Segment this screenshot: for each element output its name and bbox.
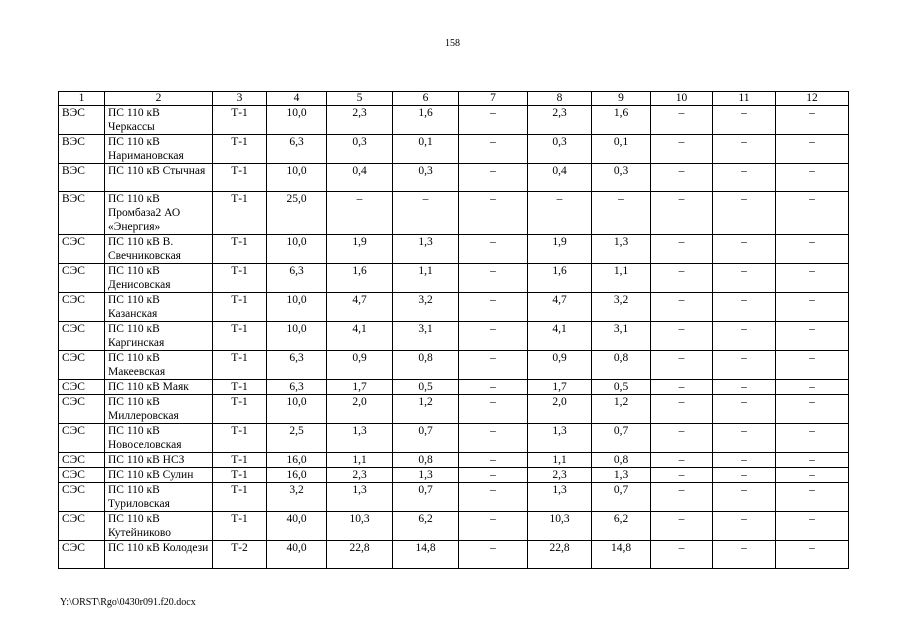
value-cell-4: 6,3	[267, 351, 327, 380]
value-cell-8: 0,3	[528, 135, 592, 164]
value-cell-4: 10,0	[267, 164, 327, 192]
value-cell-10: –	[651, 192, 713, 235]
value-cell-11: –	[713, 293, 776, 322]
name-cell: ПС 110 кВ Колодези	[105, 541, 213, 569]
type-cell: ВЭС	[59, 192, 105, 235]
value-cell-11: –	[713, 164, 776, 192]
name-cell: ПС 110 кВ Стычная	[105, 164, 213, 192]
transformer-cell: Т-2	[213, 541, 267, 569]
value-cell-9: 14,8	[592, 541, 651, 569]
value-cell-5: 0,4	[327, 164, 393, 192]
value-cell-5: 2,3	[327, 106, 393, 135]
table-row	[59, 106, 849, 135]
value-cell-10: –	[651, 453, 713, 468]
value-cell-5: 0,9	[327, 351, 393, 380]
value-cell-7: –	[459, 424, 528, 453]
value-cell-5: 22,8	[327, 541, 393, 569]
table-row	[59, 264, 849, 293]
value-cell-11: –	[713, 453, 776, 468]
table-row	[59, 351, 849, 380]
table-row	[59, 512, 849, 541]
value-cell-8: 4,7	[528, 293, 592, 322]
column-header: 3	[213, 92, 267, 106]
type-cell: СЭС	[59, 483, 105, 512]
value-cell-6: 0,7	[393, 483, 459, 512]
value-cell-6: 14,8	[393, 541, 459, 569]
table-row	[59, 483, 849, 512]
value-cell-4: 40,0	[267, 541, 327, 569]
value-cell-6: 0,8	[393, 351, 459, 380]
value-cell-5: –	[327, 192, 393, 235]
value-cell-11: –	[713, 424, 776, 453]
table-row	[59, 453, 849, 468]
value-cell-7: –	[459, 351, 528, 380]
value-cell-9: 0,8	[592, 351, 651, 380]
column-header: 10	[651, 92, 713, 106]
value-cell-5: 1,7	[327, 380, 393, 395]
value-cell-10: –	[651, 322, 713, 351]
type-cell: СЭС	[59, 541, 105, 569]
type-cell: СЭС	[59, 235, 105, 264]
transformer-cell: Т-1	[213, 512, 267, 541]
value-cell-10: –	[651, 264, 713, 293]
type-cell: СЭС	[59, 453, 105, 468]
name-cell: ПС 110 кВ Кутейниково	[105, 512, 213, 541]
value-cell-11: –	[713, 541, 776, 569]
transformer-cell: Т-1	[213, 106, 267, 135]
header-row	[59, 92, 849, 106]
value-cell-6: 1,2	[393, 395, 459, 424]
name-cell: ПС 110 кВ Миллеровская	[105, 395, 213, 424]
transformer-cell: Т-1	[213, 135, 267, 164]
value-cell-4: 6,3	[267, 264, 327, 293]
value-cell-9: 1,3	[592, 235, 651, 264]
value-cell-8: 0,9	[528, 351, 592, 380]
value-cell-9: 0,7	[592, 424, 651, 453]
column-header: 6	[393, 92, 459, 106]
type-cell: ВЭС	[59, 106, 105, 135]
transformer-cell: Т-1	[213, 235, 267, 264]
value-cell-7: –	[459, 453, 528, 468]
value-cell-4: 2,5	[267, 424, 327, 453]
value-cell-7: –	[459, 512, 528, 541]
value-cell-6: 0,3	[393, 164, 459, 192]
name-cell: ПС 110 кВ Сулин	[105, 468, 213, 483]
name-cell: ПС 110 кВ Макеевская	[105, 351, 213, 380]
transformer-cell: Т-1	[213, 293, 267, 322]
value-cell-12: –	[776, 395, 849, 424]
value-cell-4: 16,0	[267, 468, 327, 483]
value-cell-12: –	[776, 541, 849, 569]
transformer-cell: Т-1	[213, 351, 267, 380]
value-cell-6: 1,3	[393, 235, 459, 264]
value-cell-10: –	[651, 395, 713, 424]
value-cell-8: 1,6	[528, 264, 592, 293]
value-cell-4: 10,0	[267, 293, 327, 322]
value-cell-12: –	[776, 135, 849, 164]
value-cell-12: –	[776, 264, 849, 293]
transformer-cell: Т-1	[213, 264, 267, 293]
value-cell-8: 0,4	[528, 164, 592, 192]
value-cell-7: –	[459, 541, 528, 569]
value-cell-11: –	[713, 483, 776, 512]
value-cell-9: 1,2	[592, 395, 651, 424]
value-cell-5: 4,1	[327, 322, 393, 351]
type-cell: СЭС	[59, 293, 105, 322]
value-cell-7: –	[459, 264, 528, 293]
value-cell-9: 1,1	[592, 264, 651, 293]
value-cell-8: 22,8	[528, 541, 592, 569]
table-row	[59, 395, 849, 424]
column-header: 8	[528, 92, 592, 106]
column-header: 1	[59, 92, 105, 106]
value-cell-9: 6,2	[592, 512, 651, 541]
value-cell-12: –	[776, 483, 849, 512]
value-cell-7: –	[459, 322, 528, 351]
value-cell-9: –	[592, 192, 651, 235]
value-cell-11: –	[713, 235, 776, 264]
value-cell-11: –	[713, 380, 776, 395]
name-cell: ПС 110 кВ Промбаза2 АО «Энергия»	[105, 192, 213, 235]
value-cell-9: 0,7	[592, 483, 651, 512]
value-cell-7: –	[459, 380, 528, 395]
table-row	[59, 164, 849, 192]
value-cell-8: 2,3	[528, 468, 592, 483]
value-cell-4: 40,0	[267, 512, 327, 541]
value-cell-7: –	[459, 106, 528, 135]
transformer-cell: Т-1	[213, 380, 267, 395]
type-cell: СЭС	[59, 424, 105, 453]
value-cell-9: 3,1	[592, 322, 651, 351]
value-cell-5: 2,3	[327, 468, 393, 483]
value-cell-5: 1,3	[327, 424, 393, 453]
name-cell: ПС 110 кВ Туриловская	[105, 483, 213, 512]
value-cell-11: –	[713, 395, 776, 424]
value-cell-12: –	[776, 512, 849, 541]
value-cell-10: –	[651, 468, 713, 483]
value-cell-6: 3,2	[393, 293, 459, 322]
value-cell-5: 0,3	[327, 135, 393, 164]
type-cell: СЭС	[59, 351, 105, 380]
type-cell: СЭС	[59, 395, 105, 424]
value-cell-7: –	[459, 293, 528, 322]
value-cell-4: 10,0	[267, 235, 327, 264]
transformer-cell: Т-1	[213, 468, 267, 483]
transformer-cell: Т-1	[213, 164, 267, 192]
value-cell-6: 1,3	[393, 468, 459, 483]
value-cell-10: –	[651, 512, 713, 541]
value-cell-6: –	[393, 192, 459, 235]
value-cell-5: 1,3	[327, 483, 393, 512]
value-cell-11: –	[713, 264, 776, 293]
value-cell-4: 10,0	[267, 322, 327, 351]
value-cell-7: –	[459, 135, 528, 164]
column-header: 12	[776, 92, 849, 106]
value-cell-11: –	[713, 135, 776, 164]
transformer-cell: Т-1	[213, 192, 267, 235]
value-cell-5: 1,6	[327, 264, 393, 293]
value-cell-8: 4,1	[528, 322, 592, 351]
value-cell-6: 0,8	[393, 453, 459, 468]
value-cell-9: 0,8	[592, 453, 651, 468]
value-cell-7: –	[459, 192, 528, 235]
value-cell-10: –	[651, 106, 713, 135]
transformer-cell: Т-1	[213, 483, 267, 512]
name-cell: ПС 110 кВ В. Свечниковская	[105, 235, 213, 264]
value-cell-8: 1,1	[528, 453, 592, 468]
name-cell: ПС 110 кВ Черкассы	[105, 106, 213, 135]
value-cell-11: –	[713, 322, 776, 351]
value-cell-11: –	[713, 468, 776, 483]
value-cell-7: –	[459, 483, 528, 512]
name-cell: ПС 110 кВ Казанская	[105, 293, 213, 322]
value-cell-12: –	[776, 380, 849, 395]
table-row	[59, 135, 849, 164]
value-cell-10: –	[651, 235, 713, 264]
table-row	[59, 235, 849, 264]
value-cell-5: 1,9	[327, 235, 393, 264]
type-cell: ВЭС	[59, 135, 105, 164]
value-cell-7: –	[459, 395, 528, 424]
column-header: 4	[267, 92, 327, 106]
value-cell-9: 3,2	[592, 293, 651, 322]
data-table	[58, 91, 849, 569]
value-cell-10: –	[651, 541, 713, 569]
name-cell: ПС 110 кВ Маяк	[105, 380, 213, 395]
name-cell: ПС 110 кВ НСЗ	[105, 453, 213, 468]
table-row	[59, 380, 849, 395]
value-cell-11: –	[713, 192, 776, 235]
value-cell-10: –	[651, 380, 713, 395]
type-cell: ВЭС	[59, 164, 105, 192]
value-cell-12: –	[776, 164, 849, 192]
table-row	[59, 192, 849, 235]
type-cell: СЭС	[59, 264, 105, 293]
value-cell-9: 1,6	[592, 106, 651, 135]
value-cell-10: –	[651, 135, 713, 164]
value-cell-5: 2,0	[327, 395, 393, 424]
table-row	[59, 424, 849, 453]
value-cell-7: –	[459, 164, 528, 192]
column-header: 5	[327, 92, 393, 106]
value-cell-8: –	[528, 192, 592, 235]
value-cell-9: 0,3	[592, 164, 651, 192]
value-cell-11: –	[713, 351, 776, 380]
column-header: 9	[592, 92, 651, 106]
value-cell-11: –	[713, 512, 776, 541]
value-cell-6: 1,6	[393, 106, 459, 135]
name-cell: ПС 110 кВ Новоселовская	[105, 424, 213, 453]
type-cell: СЭС	[59, 322, 105, 351]
value-cell-11: –	[713, 106, 776, 135]
value-cell-5: 1,1	[327, 453, 393, 468]
type-cell: СЭС	[59, 380, 105, 395]
name-cell: ПС 110 кВ Денисовская	[105, 264, 213, 293]
value-cell-4: 6,3	[267, 380, 327, 395]
column-header: 7	[459, 92, 528, 106]
value-cell-10: –	[651, 164, 713, 192]
name-cell: ПС 110 кВ Наримановская	[105, 135, 213, 164]
value-cell-4: 10,0	[267, 106, 327, 135]
value-cell-8: 1,9	[528, 235, 592, 264]
value-cell-4: 6,3	[267, 135, 327, 164]
value-cell-12: –	[776, 192, 849, 235]
value-cell-6: 0,7	[393, 424, 459, 453]
value-cell-9: 0,1	[592, 135, 651, 164]
transformer-cell: Т-1	[213, 322, 267, 351]
footer-file-path: Y:\ORST\Rgo\0430r091.f20.docx	[60, 597, 196, 608]
transformer-cell: Т-1	[213, 453, 267, 468]
type-cell: СЭС	[59, 512, 105, 541]
value-cell-5: 10,3	[327, 512, 393, 541]
value-cell-8: 1,3	[528, 424, 592, 453]
table-row	[59, 322, 849, 351]
table-body	[59, 106, 849, 569]
value-cell-12: –	[776, 468, 849, 483]
value-cell-4: 10,0	[267, 395, 327, 424]
value-cell-12: –	[776, 106, 849, 135]
page-number: 158	[445, 38, 460, 49]
value-cell-4: 3,2	[267, 483, 327, 512]
value-cell-5: 4,7	[327, 293, 393, 322]
value-cell-7: –	[459, 468, 528, 483]
value-cell-8: 10,3	[528, 512, 592, 541]
value-cell-10: –	[651, 351, 713, 380]
column-header: 2	[105, 92, 213, 106]
value-cell-10: –	[651, 483, 713, 512]
name-cell: ПС 110 кВ Каргинская	[105, 322, 213, 351]
transformer-cell: Т-1	[213, 395, 267, 424]
value-cell-10: –	[651, 293, 713, 322]
value-cell-8: 1,3	[528, 483, 592, 512]
value-cell-10: –	[651, 424, 713, 453]
value-cell-9: 1,3	[592, 468, 651, 483]
value-cell-8: 1,7	[528, 380, 592, 395]
value-cell-6: 1,1	[393, 264, 459, 293]
column-header: 11	[713, 92, 776, 106]
value-cell-8: 2,0	[528, 395, 592, 424]
value-cell-12: –	[776, 293, 849, 322]
value-cell-12: –	[776, 351, 849, 380]
value-cell-4: 25,0	[267, 192, 327, 235]
value-cell-6: 3,1	[393, 322, 459, 351]
value-cell-4: 16,0	[267, 453, 327, 468]
value-cell-6: 0,1	[393, 135, 459, 164]
value-cell-12: –	[776, 453, 849, 468]
value-cell-6: 0,5	[393, 380, 459, 395]
type-cell: СЭС	[59, 468, 105, 483]
table-row	[59, 541, 849, 569]
value-cell-9: 0,5	[592, 380, 651, 395]
value-cell-7: –	[459, 235, 528, 264]
transformer-cell: Т-1	[213, 424, 267, 453]
value-cell-8: 2,3	[528, 106, 592, 135]
value-cell-6: 6,2	[393, 512, 459, 541]
value-cell-12: –	[776, 322, 849, 351]
value-cell-12: –	[776, 424, 849, 453]
table-row	[59, 468, 849, 483]
value-cell-12: –	[776, 235, 849, 264]
table-row	[59, 293, 849, 322]
